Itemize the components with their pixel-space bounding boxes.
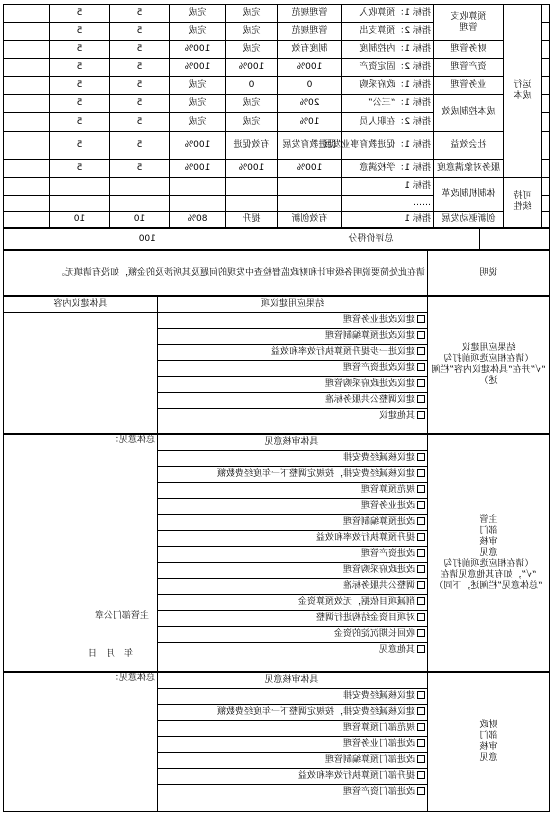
- metrics-cell: 100%: [278, 59, 342, 77]
- metrics-cell: 5: [50, 159, 110, 177]
- usage-option-text: 其他建议: [378, 411, 415, 421]
- metrics-cell: 社会效益: [434, 131, 504, 159]
- metrics-cell: [4, 77, 50, 95]
- metrics-cell: [542, 195, 550, 211]
- metrics-cell: 100%: [170, 59, 226, 77]
- metrics-cell: ……: [342, 195, 434, 211]
- checkbox-icon[interactable]: [417, 517, 425, 525]
- metrics-cell: [4, 41, 50, 59]
- dept-option[interactable]: [158, 595, 427, 611]
- dept-option[interactable]: [158, 563, 427, 579]
- checkbox-icon[interactable]: [417, 331, 425, 339]
- checkbox-icon[interactable]: [417, 581, 425, 589]
- metrics-cell: [542, 131, 550, 159]
- dept-option[interactable]: [158, 515, 427, 531]
- metrics-cell: 5: [50, 41, 110, 59]
- usage-option-text: 建议改进政府采购管理: [324, 379, 415, 389]
- metrics-cell: [542, 211, 550, 227]
- metrics-cell: 创新驱动发展: [434, 211, 504, 227]
- dept-option-text: 收回长期沉淀的资金: [333, 629, 415, 639]
- metrics-cell: 指标 2：固定资产: [342, 59, 434, 77]
- metrics-table: [3, 4, 550, 228]
- dept-option-text: 建议核减经费安排，按规定调整下一年度经费数额: [216, 469, 415, 479]
- metrics-cell: 指标 1：预算收入: [342, 5, 434, 23]
- metrics-cell: 财务管理: [434, 41, 504, 59]
- metrics-cell: 5: [50, 113, 110, 131]
- metrics-cell: 完成: [170, 95, 226, 113]
- metrics-cell: [4, 5, 50, 23]
- metrics-cell: [542, 41, 550, 59]
- usage-option[interactable]: [158, 345, 427, 361]
- finance-option-text: 提升部门预算执行效率和效益: [297, 771, 415, 781]
- finance-option[interactable]: [158, 689, 427, 705]
- usage-details-area[interactable]: [4, 313, 158, 434]
- dept-option-text: 提升预算执行效率和效益: [315, 533, 415, 543]
- finance-option-text: 规范部门预算管理: [342, 723, 415, 733]
- metrics-row: [4, 211, 550, 227]
- dept-review-label: 主管 部门 审核 意见 （请在相应选项前打勾 “√”，如有其他意见请在 “总体意见”栏阐述，下同）: [428, 435, 550, 672]
- total-score-label: 总评价得分: [348, 233, 394, 244]
- finance-opinion-area[interactable]: [4, 673, 158, 812]
- checkbox-icon[interactable]: [417, 501, 425, 509]
- metrics-cell: 0: [226, 77, 278, 95]
- metrics-cell: 促进教育发展: [278, 131, 342, 159]
- metrics-cell: [110, 195, 170, 211]
- metrics-cell: 完成: [170, 23, 226, 41]
- checkbox-icon[interactable]: [417, 533, 425, 541]
- metrics-cell: 管理规范: [278, 5, 342, 23]
- dept-option[interactable]: [158, 467, 427, 483]
- metrics-cell: 5: [110, 77, 170, 95]
- metrics-cell: 指标 1: [342, 211, 434, 227]
- usage-option[interactable]: [158, 329, 427, 345]
- usage-options-list: [158, 313, 427, 424]
- usage-option-text: 建议改进预算编制管理: [324, 331, 415, 341]
- metrics-cell: 5: [50, 95, 110, 113]
- metrics-cell: 完成: [170, 113, 226, 131]
- finance-option-text: 建议核减经费安排，按规定调整下一年度经费数额: [216, 707, 415, 717]
- metrics-cell: [170, 177, 226, 195]
- usage-table: [3, 296, 550, 434]
- metrics-cell: 有效促进: [226, 131, 278, 159]
- metrics-cell: [542, 77, 550, 95]
- finance-review-label: 财政 部门 审核 意见: [428, 673, 550, 812]
- metrics-cell: 100%: [226, 159, 278, 177]
- metrics-cell: 完成: [226, 5, 278, 23]
- metrics-row: [4, 159, 550, 177]
- notes-table: [3, 250, 550, 296]
- dept-option[interactable]: [158, 547, 427, 563]
- metrics-cell: 有效创新: [278, 211, 342, 227]
- metrics-cell: 5: [110, 95, 170, 113]
- metrics-cell: 10%: [278, 113, 342, 131]
- checkbox-icon[interactable]: [417, 485, 425, 493]
- metrics-cell: [4, 131, 50, 159]
- metrics-cell: 10: [50, 211, 110, 227]
- usage-option[interactable]: [158, 361, 427, 377]
- metrics-cell: 指标 1：学校满意: [342, 159, 434, 177]
- checkbox-icon[interactable]: [417, 645, 425, 653]
- usage-option-text: 建议改进资产管理: [342, 363, 415, 373]
- metrics-cell: 5: [110, 113, 170, 131]
- dept-option[interactable]: [158, 483, 427, 499]
- dept-option[interactable]: [158, 499, 427, 515]
- metrics-cell: 服务对象满意度: [434, 159, 504, 177]
- finance-review-table: [3, 672, 550, 812]
- metrics-cell: 5: [110, 131, 170, 159]
- metrics-cell: 5: [110, 23, 170, 41]
- metrics-cell: 5: [110, 5, 170, 23]
- checkbox-icon[interactable]: [417, 453, 425, 461]
- metrics-cell: [542, 23, 550, 41]
- finance-option[interactable]: [158, 785, 427, 800]
- checkbox-icon[interactable]: [417, 723, 425, 731]
- metrics-cell: 指标 2：在职人员: [342, 113, 434, 131]
- checkbox-icon[interactable]: [417, 347, 425, 355]
- dept-review-table: [3, 434, 550, 672]
- metrics-cell: [542, 113, 550, 131]
- dept-option-text: 削减项目依据，无效预算资金: [297, 597, 415, 607]
- finance-option[interactable]: [158, 769, 427, 785]
- finance-overall-label: 总体意见：: [109, 673, 155, 683]
- usage-option-text: 建议改进业务管理: [342, 315, 415, 325]
- finance-options-header: 具体审核意见: [158, 673, 427, 689]
- metrics-cell: 指标 1: [342, 177, 434, 195]
- metrics-cell: [4, 59, 50, 77]
- checkbox-icon[interactable]: [417, 411, 425, 419]
- metrics-cell: [4, 23, 50, 41]
- notes-text: 请在此处简要说明各级审计和财政监督检查中发现的问题及其所涉及的金额，如没有请填无。: [4, 251, 428, 296]
- checkbox-icon[interactable]: [417, 315, 425, 323]
- dept-option-text: 改进预算编制管理: [342, 517, 415, 527]
- finance-option[interactable]: [158, 705, 427, 721]
- checkbox-icon[interactable]: [417, 363, 425, 371]
- checkbox-icon[interactable]: [417, 691, 425, 699]
- dept-option-text: 建议核减经费安排: [342, 453, 415, 463]
- metrics-row: [4, 59, 550, 77]
- usage-options-header: 结果应用建议项: [158, 297, 428, 313]
- checkbox-icon[interactable]: [417, 739, 425, 747]
- dept-option-text: 规范预算管理: [360, 485, 415, 495]
- metrics-cell: 20%: [278, 95, 342, 113]
- usage-option[interactable]: [158, 313, 427, 329]
- dept-date-text: 年 月 日: [87, 649, 133, 659]
- metrics-cell: [542, 59, 550, 77]
- metrics-cell: 100%: [170, 159, 226, 177]
- metrics-cell: 指标 1：“三公”: [342, 95, 434, 113]
- dept-seal-text: 主管部门公章: [94, 611, 149, 621]
- dept-overall-label: 总体意见：: [109, 435, 155, 445]
- metrics-cell: 完成: [226, 41, 278, 59]
- checkbox-icon[interactable]: [417, 707, 425, 715]
- metrics-cell: 业务管理: [434, 77, 504, 95]
- metrics-cell: 预算收支 管理: [434, 5, 504, 41]
- checkbox-icon[interactable]: [417, 771, 425, 779]
- metrics-cell: 资产管理: [434, 59, 504, 77]
- metrics-cell: 提升: [226, 211, 278, 227]
- dept-option-text: 改进业务管理: [360, 501, 415, 511]
- metrics-cell: [226, 177, 278, 195]
- dept-option-text: 对项目资金结构进行调整: [315, 613, 415, 623]
- dept-option-text: 调整公共服务标准: [342, 581, 415, 591]
- finance-options-list: [158, 673, 427, 800]
- usage-option[interactable]: [158, 409, 427, 424]
- metrics-cell: 80%: [170, 211, 226, 227]
- metrics-cell: [542, 5, 550, 23]
- metrics-cell: 5: [50, 77, 110, 95]
- dept-option-text: 改进资产管理: [360, 549, 415, 559]
- metrics-row: [4, 5, 550, 23]
- usage-option[interactable]: [158, 377, 427, 393]
- metrics-cell: 完成: [226, 95, 278, 113]
- metrics-cell: [170, 195, 226, 211]
- checkbox-icon[interactable]: [417, 755, 425, 763]
- dept-options-header: 具体审核意见: [158, 435, 427, 451]
- metrics-cell: 成本控制成效: [434, 95, 504, 131]
- finance-option-text: 改进部门预算编制管理: [324, 755, 415, 765]
- metrics-row: [4, 95, 550, 113]
- metrics-cell: [4, 113, 50, 131]
- checkbox-icon[interactable]: [417, 565, 425, 573]
- metrics-cell: 体制机制改革: [434, 177, 504, 211]
- metrics-cell: [278, 195, 342, 211]
- metrics-cell: 5: [50, 5, 110, 23]
- dept-option-text: 改进政府采购管理: [342, 565, 415, 575]
- metrics-cell: [4, 95, 50, 113]
- finance-option-text: 改进部门资产管理: [342, 787, 415, 797]
- dept-option[interactable]: [158, 579, 427, 595]
- checkbox-icon[interactable]: [417, 629, 425, 637]
- finance-option[interactable]: [158, 753, 427, 769]
- finance-option[interactable]: [158, 721, 427, 737]
- finance-option-text: 建议核减经费安排: [342, 691, 415, 701]
- metrics-cell: [4, 159, 50, 177]
- metrics-cell: 5: [50, 131, 110, 159]
- metrics-cell: 5: [50, 23, 110, 41]
- finance-option[interactable]: [158, 737, 427, 753]
- metrics-cell: 可持 续性: [504, 177, 542, 227]
- finance-option-text: 改进部门业务管理: [342, 739, 415, 749]
- metrics-cell: [50, 195, 110, 211]
- checkbox-icon[interactable]: [417, 379, 425, 387]
- metrics-cell: [542, 177, 550, 195]
- metrics-cell: [50, 177, 110, 195]
- dept-options-list: [158, 435, 427, 658]
- checkbox-icon[interactable]: [417, 549, 425, 557]
- metrics-cell: 100%: [278, 159, 342, 177]
- usage-details-header: 具体建议内容: [4, 297, 158, 313]
- metrics-cell: 完成: [226, 113, 278, 131]
- checkbox-icon[interactable]: [417, 469, 425, 477]
- checkbox-icon[interactable]: [417, 395, 425, 403]
- dept-option[interactable]: [158, 451, 427, 467]
- metrics-cell: 指标 1：促进教育事业发展: [342, 131, 434, 159]
- dept-option-text: 其他意见: [378, 645, 415, 655]
- metrics-cell: [4, 211, 50, 227]
- metrics-cell: 制度有效: [278, 41, 342, 59]
- metrics-cell: 5: [50, 59, 110, 77]
- metrics-cell: [542, 159, 550, 177]
- notes-label: 说明: [428, 251, 550, 296]
- metrics-row: [4, 131, 550, 159]
- metrics-cell: 完成: [170, 77, 226, 95]
- metrics-cell: [278, 177, 342, 195]
- dept-option[interactable]: [158, 531, 427, 547]
- metrics-cell: 100%: [226, 59, 278, 77]
- checkbox-icon[interactable]: [417, 787, 425, 795]
- metrics-cell: 管理规范: [278, 23, 342, 41]
- dept-option[interactable]: [158, 627, 427, 643]
- usage-option-text: 建议调整公共服务标准: [324, 395, 415, 405]
- total-score-table: [3, 228, 550, 250]
- metrics-row: [4, 177, 550, 195]
- metrics-cell: [4, 177, 50, 195]
- metrics-cell: 100%: [170, 41, 226, 59]
- metrics-cell: 5: [110, 59, 170, 77]
- checkbox-icon[interactable]: [417, 597, 425, 605]
- metrics-cell: 0: [278, 77, 342, 95]
- metrics-cell: 5: [110, 41, 170, 59]
- metrics-cell: [542, 95, 550, 113]
- metrics-cell: 完成: [170, 5, 226, 23]
- metrics-cell: [226, 195, 278, 211]
- metrics-cell: [4, 195, 50, 211]
- metrics-cell: [110, 177, 170, 195]
- metrics-cell: 10: [110, 211, 170, 227]
- metrics-cell: 指标 1：内控制度: [342, 41, 434, 59]
- checkbox-icon[interactable]: [417, 613, 425, 621]
- metrics-cell: 100%: [170, 131, 226, 159]
- usage-option[interactable]: [158, 393, 427, 409]
- metrics-cell: 指标 1：政府采购: [342, 77, 434, 95]
- metrics-cell: 完成: [226, 23, 278, 41]
- total-score-value: 100: [138, 233, 156, 244]
- metrics-row: [4, 41, 550, 59]
- dept-option[interactable]: [158, 643, 427, 658]
- usage-option-text: 建议进一步提升预算执行效率和效益: [270, 347, 415, 357]
- metrics-cell: 5: [110, 159, 170, 177]
- total-score-row: [4, 229, 480, 250]
- dept-option[interactable]: [158, 611, 427, 627]
- metrics-cell: 指标 2：预算支出: [342, 23, 434, 41]
- usage-label: 结果应用建议 （请在相应选项前打勾 “√”并在“具体建议内容”栏阐述）: [428, 297, 550, 434]
- dept-opinion-area[interactable]: [4, 435, 158, 672]
- metrics-row: [4, 77, 550, 95]
- metrics-cell: 运行 成本: [504, 5, 542, 178]
